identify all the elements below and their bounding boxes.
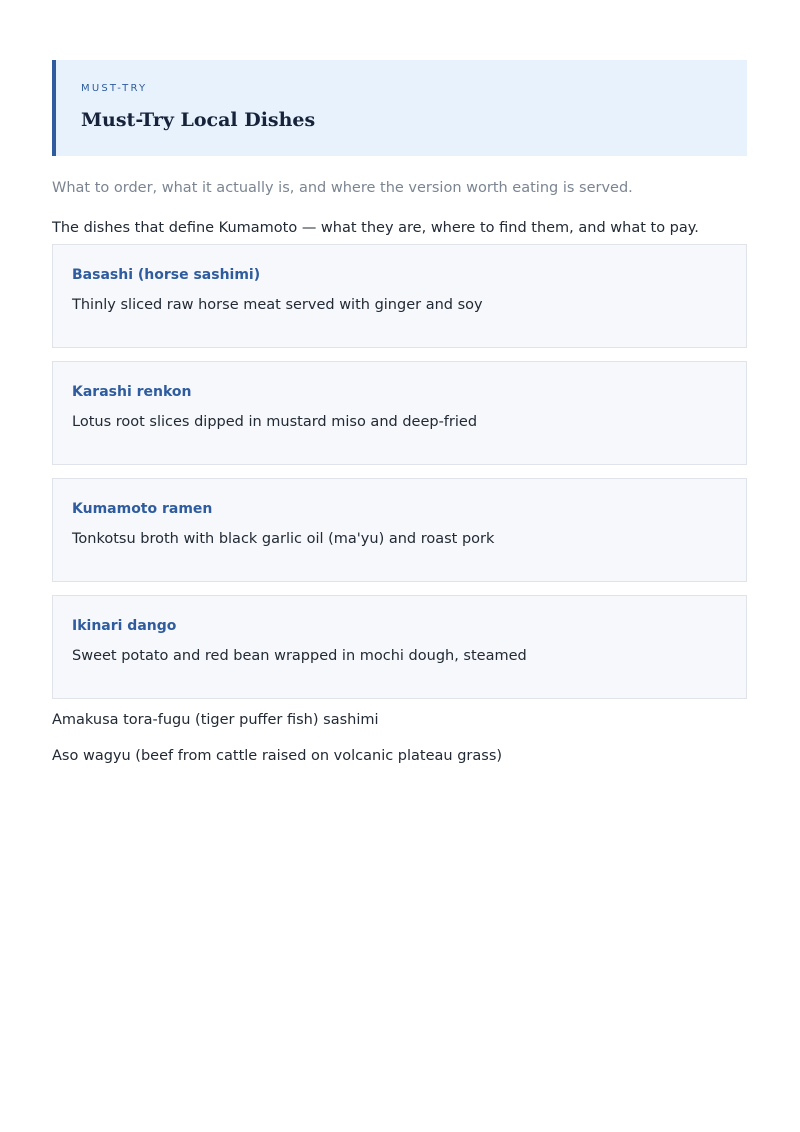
dish-card (52, 244, 747, 348)
section-eyebrow: MUST-TRY (81, 83, 148, 94)
dish-card (52, 595, 747, 699)
dish-description: Tonkotsu broth with black garlic oil (ma'yu) and roast pork (72, 531, 495, 547)
extra-dish-list (52, 710, 747, 766)
dish-list (52, 244, 747, 699)
section-title: Must-Try Local Dishes (81, 109, 316, 131)
dish-description: Sweet potato and red bean wrapped in mochi dough, steamed (72, 648, 527, 664)
dish-description: Lotus root slices dipped in mustard miso and deep-fried (72, 414, 478, 430)
dish-name: Karashi renkon (72, 384, 192, 400)
dish-card (52, 478, 747, 582)
dish-name: Ikinari dango (72, 618, 177, 634)
intro-paragraph: The dishes that define Kumamoto — what they are, where to find them, and what to pay. (52, 220, 699, 236)
section-subtitle: What to order, what it actually is, and where the version worth eating is served. (52, 180, 633, 196)
document-page (52, 60, 747, 782)
list-item: Amakusa tora-fugu (tiger puffer fish) sashimi (52, 712, 379, 728)
section-header (52, 60, 747, 156)
list-item: Aso wagyu (beef from cattle raised on volcanic plateau grass) (52, 748, 503, 764)
dish-name: Basashi (horse sashimi) (72, 267, 261, 283)
dish-name: Kumamoto ramen (72, 501, 213, 517)
dish-card (52, 361, 747, 465)
dish-description: Thinly sliced raw horse meat served with ginger and soy (72, 297, 483, 313)
